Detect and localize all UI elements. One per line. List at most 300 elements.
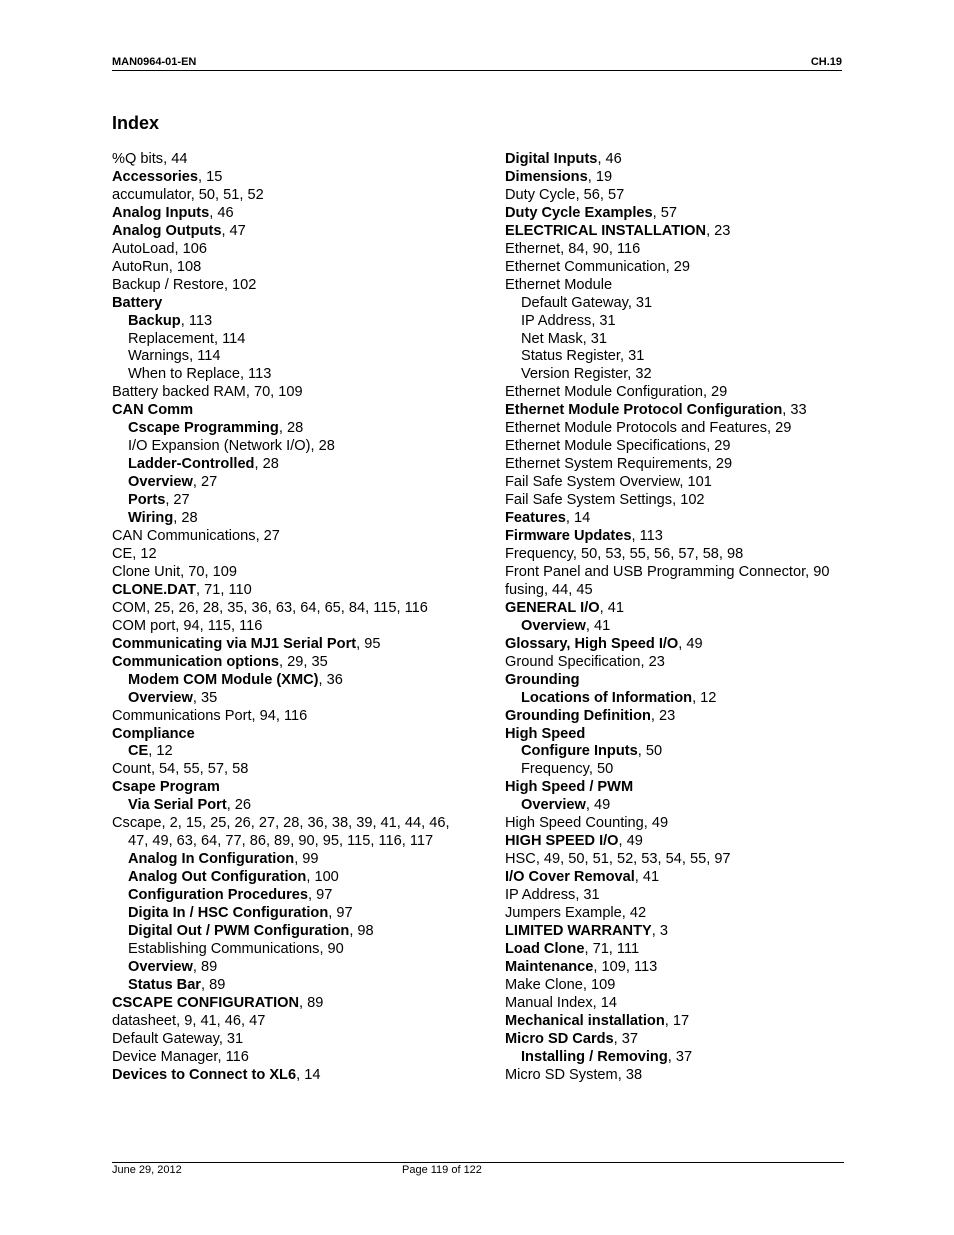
index-subentry <box>112 438 462 456</box>
index-pages: , 56, 57 <box>575 186 625 203</box>
index-term: Ethernet Communication <box>505 258 666 275</box>
index-pages: , 102 <box>672 492 705 509</box>
index-term: HIGH SPEED I/O <box>505 833 619 850</box>
index-term: COM <box>112 599 147 616</box>
index-term: High Speed / PWM <box>505 779 634 796</box>
index-entry <box>505 187 845 205</box>
index-term: Csape Program <box>112 779 220 796</box>
index-pages: , 32 <box>627 366 652 383</box>
index-pages: , 28 <box>254 456 279 473</box>
index-entry <box>505 1067 845 1085</box>
index-entry <box>112 1031 462 1049</box>
index-term: accumulator <box>112 186 191 203</box>
index-term: Digital Out / PWM Configuration <box>128 922 350 939</box>
index-entry <box>112 277 462 295</box>
index-pages: , 46 <box>597 151 622 167</box>
index-term: When to Replace <box>128 366 240 383</box>
index-entry <box>112 726 462 744</box>
index-entry <box>505 636 845 654</box>
index-term: Micro SD System <box>505 1066 618 1083</box>
index-pages: , 114 <box>214 330 246 347</box>
index-term: I/O Cover Removal <box>505 869 635 886</box>
index-pages: , 41 <box>585 617 611 634</box>
index-term: IP Address <box>521 312 592 329</box>
index-term: CE <box>112 545 133 562</box>
index-entry <box>505 277 845 295</box>
index-entry <box>112 295 462 313</box>
index-entry <box>505 995 845 1013</box>
index-pages: , 89 <box>299 994 324 1011</box>
index-term: Backup / Restore <box>112 276 224 293</box>
index-subentry <box>505 366 845 384</box>
index-term: Via Serial Port <box>128 797 227 814</box>
index-pages: , 27 <box>192 474 218 491</box>
index-entry <box>112 1013 462 1031</box>
index-entry <box>505 223 845 241</box>
index-term: LIMITED WARRANTY <box>505 922 652 939</box>
index-pages: , 46 <box>209 204 234 221</box>
index-pages: , 50 <box>588 761 614 778</box>
index-entry <box>112 600 462 618</box>
index-pages: , 49 <box>618 833 643 850</box>
index-pages: , 101 <box>679 474 712 491</box>
index-term: CSCAPE CONFIGURATION <box>112 994 300 1011</box>
index-term: Digita In / HSC Configuration <box>128 905 329 922</box>
index-pages: , 31 <box>575 887 600 904</box>
index-subentry <box>505 1049 845 1067</box>
index-entry <box>505 438 845 456</box>
index-term: Ethernet Module Protocols and Features <box>505 420 768 437</box>
index-pages: , 44 <box>163 151 188 167</box>
index-pages: , 17 <box>664 1012 690 1029</box>
index-subentry <box>112 690 462 708</box>
index-entry <box>505 420 845 438</box>
index-entry <box>505 815 845 833</box>
index-entry <box>505 151 845 169</box>
index-pages: , 71, 110 <box>196 581 252 598</box>
index-entry <box>505 384 845 402</box>
index-pages: , 102 <box>223 276 257 293</box>
index-pages: , 50, 53, 55, 56, 57, 58, 98 <box>572 545 744 562</box>
index-pages: , 113 <box>180 312 213 329</box>
index-subentry <box>505 348 845 366</box>
index-term: Clone Unit <box>112 563 181 580</box>
index-entry <box>505 833 845 851</box>
index-pages: , 23 <box>640 653 665 670</box>
index-pages: , 106 <box>174 240 207 257</box>
index-entry <box>505 977 845 995</box>
index-pages: , 31 <box>591 312 616 329</box>
index-pages: , 29 <box>665 258 690 275</box>
index-term: Ethernet Module Configuration <box>505 384 703 401</box>
header-chapter: CH.19 <box>810 56 842 68</box>
index-pages: , 23 <box>650 707 676 724</box>
index-term: Default Gateway <box>521 294 628 311</box>
index-term: CE <box>128 743 149 760</box>
index-entry <box>505 1013 845 1031</box>
index-pages: , 50, 51, 52 <box>190 186 264 203</box>
index-term: Status Bar <box>128 976 201 993</box>
index-entry <box>505 474 845 492</box>
index-pages: , 116 <box>217 1048 249 1065</box>
index-entry <box>505 402 845 420</box>
index-pages: , 31 <box>619 348 645 365</box>
index-entry <box>112 528 462 546</box>
index-subentry <box>112 869 462 887</box>
index-term: COM port <box>112 617 176 634</box>
index-pages: , 14 <box>592 994 617 1011</box>
index-term: Overview <box>128 958 193 975</box>
index-subentry <box>505 313 845 331</box>
index-entry <box>112 402 462 420</box>
index-term: Analog Out Configuration <box>128 869 307 886</box>
index-entry <box>505 528 845 546</box>
index-subentry <box>112 474 462 492</box>
index-pages: , 19 <box>587 168 613 185</box>
index-term: CLONE.DAT <box>112 581 197 598</box>
index-term: Backup <box>128 312 181 329</box>
index-term: Version Register <box>521 366 628 383</box>
index-pages: , 50 <box>637 743 663 760</box>
index-term: HSC <box>505 851 536 868</box>
index-term: Battery <box>112 294 163 311</box>
index-term: Micro SD Cards <box>505 1030 614 1047</box>
index-pages: , 33 <box>782 402 807 419</box>
footer-rule <box>112 1162 844 1163</box>
index-pages: , 90 <box>319 940 344 957</box>
index-pages: , 37 <box>667 1048 693 1065</box>
index-term: I/O Expansion (Network I/O) <box>128 438 311 455</box>
index-term: Battery backed RAM <box>112 384 246 401</box>
index-pages: , 23 <box>706 222 731 239</box>
index-subentry <box>112 851 462 869</box>
index-subentry <box>505 761 845 779</box>
index-entry <box>112 618 462 636</box>
index-column-right <box>505 151 845 1085</box>
index-term: Default Gateway <box>112 1030 219 1047</box>
index-entry <box>505 887 845 905</box>
index-term: Make Clone <box>505 976 583 993</box>
index-pages: , 14 <box>565 510 591 527</box>
index-term: Accessories <box>112 168 199 185</box>
index-term: Warnings <box>128 348 190 365</box>
index-term: Ethernet Module <box>505 276 613 293</box>
index-pages: , 113 <box>239 366 272 383</box>
index-entry <box>112 151 462 169</box>
index-subentry <box>112 797 462 815</box>
index-entry <box>112 636 462 654</box>
index-pages: , 12 <box>148 743 173 760</box>
index-entry <box>112 708 462 726</box>
index-term: fusing <box>505 581 544 598</box>
index-entry <box>505 546 845 564</box>
index-subentry <box>112 420 462 438</box>
index-entry <box>505 600 845 618</box>
index-pages: , 29 <box>702 384 728 401</box>
index-pages: , 25, 26, 28, 35, 36, 63, 64, 65, 84, 115, 116 <box>146 599 428 616</box>
index-term: Ladder-Controlled <box>128 456 255 473</box>
index-entry <box>112 241 462 259</box>
index-term: Establishing Communications <box>128 940 320 957</box>
index-term: Status Register <box>521 348 620 365</box>
index-term: Devices to Connect to XL6 <box>112 1066 297 1083</box>
index-entry <box>112 223 462 241</box>
index-term: Overview <box>521 797 586 814</box>
index-pages: , 95 <box>356 635 381 652</box>
index-entry <box>505 510 845 528</box>
index-entry <box>505 259 845 277</box>
index-term: %Q bits <box>112 151 164 167</box>
index-term: Configuration Procedures <box>128 887 309 904</box>
index-term: Analog Inputs <box>112 204 210 221</box>
index-term: Maintenance <box>505 958 594 975</box>
index-term: CAN Communications <box>112 528 256 545</box>
index-pages: , 70, 109 <box>245 384 303 401</box>
index-term: Grounding <box>505 671 580 688</box>
index-term: Cscape <box>112 815 162 832</box>
index-entry <box>505 1031 845 1049</box>
index-term: IP Address <box>505 887 576 904</box>
index-term: Fail Safe System Overview <box>505 474 680 491</box>
index-pages: , 27 <box>165 492 190 509</box>
index-pages: , 57 <box>652 204 677 221</box>
index-term: Glossary, High Speed I/O <box>505 635 679 652</box>
index-pages: , 29 <box>706 438 731 455</box>
index-entry <box>112 654 462 672</box>
index-term: Device Manager <box>112 1048 218 1065</box>
index-term: High Speed Counting <box>505 815 644 832</box>
index-entry <box>505 672 845 690</box>
index-subentry <box>505 331 845 349</box>
index-subentry <box>505 295 845 313</box>
index-pages: , 71, 111 <box>584 940 640 957</box>
index-subentry <box>505 743 845 761</box>
index-term: CAN Comm <box>112 402 194 419</box>
index-pages: , 97 <box>308 887 333 904</box>
index-term: Dimensions <box>505 168 588 185</box>
index-entry <box>112 761 462 779</box>
index-term: Overview <box>128 474 193 491</box>
index-entry <box>505 941 845 959</box>
index-entry <box>505 241 845 259</box>
index-entry <box>505 582 845 600</box>
index-subentry <box>505 797 845 815</box>
index-term: Fail Safe System Settings <box>505 492 673 509</box>
index-term: Overview <box>521 617 586 634</box>
index-entry <box>505 851 845 869</box>
index-pages: , 14 <box>296 1066 321 1083</box>
header-rule <box>112 70 842 71</box>
index-pages: , 113 <box>631 528 663 545</box>
index-term: Ethernet Module Protocol Configuration <box>505 402 783 419</box>
index-column-left <box>112 151 462 1085</box>
index-pages: , 99 <box>294 851 319 868</box>
index-subentry <box>112 313 462 331</box>
index-pages: , 94, 116 <box>251 707 308 724</box>
index-pages: , 2, 15, 25, 26, 27, 28, 36, 38, 39, 41, 44, 46, 47, 49, 63, 64, 77, 86, 89, 90, 95, 115, 116, 117 <box>128 815 450 850</box>
index-term: datasheet <box>112 1012 177 1029</box>
index-pages: , 28 <box>173 510 198 527</box>
index-term: Analog In Configuration <box>128 851 295 868</box>
index-entry <box>505 959 845 977</box>
index-term: Count <box>112 761 151 778</box>
index-subentry <box>112 331 462 349</box>
index-term: Front Panel and USB Programming Connector <box>505 563 806 580</box>
index-term: Overview <box>128 689 193 706</box>
index-entry <box>112 169 462 187</box>
index-entry <box>112 384 462 402</box>
index-pages: , 89 <box>192 958 218 975</box>
index-term: Duty Cycle Examples <box>505 204 653 221</box>
index-entry <box>505 654 845 672</box>
index-entry <box>112 564 462 582</box>
index-pages: , 37 <box>613 1030 639 1047</box>
index-subentry <box>112 366 462 384</box>
index-entry <box>112 779 462 797</box>
index-subentry <box>112 492 462 510</box>
index-term: AutoLoad <box>112 240 175 257</box>
index-entry <box>112 259 462 277</box>
index-subentry <box>112 923 462 941</box>
index-term: Load Clone <box>505 940 585 957</box>
index-pages: , 49, 50, 51, 52, 53, 54, 55, 97 <box>535 851 731 868</box>
index-term: Installing / Removing <box>521 1048 668 1065</box>
index-term: Features <box>505 510 566 527</box>
footer-date: June 29, 2012 <box>112 1164 182 1176</box>
index-term: High Speed <box>505 725 586 742</box>
index-term: Net Mask <box>521 330 583 347</box>
index-subentry <box>112 348 462 366</box>
index-entry <box>505 726 845 744</box>
index-subentry <box>505 618 845 636</box>
index-pages: , 31 <box>582 330 607 347</box>
index-pages: , 29 <box>707 456 733 473</box>
index-term: Communications Port <box>112 707 252 724</box>
index-term: Frequency <box>521 761 589 778</box>
index-entry <box>505 205 845 223</box>
index-pages: , 54, 55, 57, 58 <box>150 761 249 778</box>
index-term: Communication options <box>112 653 280 670</box>
index-term: Replacement <box>128 330 214 347</box>
index-term: Configure Inputs <box>521 743 638 760</box>
index-pages: , 108 <box>168 258 202 275</box>
index-term: Digital Inputs <box>505 151 598 167</box>
index-term: Wiring <box>128 510 174 527</box>
index-subentry <box>112 887 462 905</box>
index-pages: , 94, 115, 116 <box>175 617 263 634</box>
index-pages: , 12 <box>692 689 717 706</box>
index-subentry <box>112 905 462 923</box>
index-entry <box>505 779 845 797</box>
index-subentry <box>112 743 462 761</box>
index-term: Locations of Information <box>521 689 693 706</box>
page-title: Index <box>112 113 160 133</box>
index-pages: , 12 <box>132 545 157 562</box>
index-pages: , 70, 109 <box>180 563 237 580</box>
index-subentry <box>505 690 845 708</box>
index-entry <box>505 169 845 187</box>
index-term: Cscape Programming <box>128 420 279 437</box>
index-pages: , 84, 90, 116 <box>560 240 641 257</box>
index-pages: , 109, 113 <box>593 958 658 975</box>
index-pages: , 49 <box>643 815 669 832</box>
index-pages: , 36 <box>318 671 343 688</box>
index-pages: , 26 <box>226 797 252 814</box>
index-pages: , 15 <box>198 168 223 185</box>
index-term: Mechanical installation <box>505 1012 665 1029</box>
index-pages: , 29 <box>767 420 792 437</box>
index-subentry <box>112 672 462 690</box>
index-entry <box>505 923 845 941</box>
index-pages: , 89 <box>201 976 226 993</box>
index-term: Analog Outputs <box>112 222 222 239</box>
index-pages: , 44, 45 <box>543 581 593 598</box>
footer-page-number: Page 119 of 122 <box>402 1164 482 1176</box>
index-subentry <box>112 456 462 474</box>
index-entry <box>112 546 462 564</box>
index-term: ELECTRICAL INSTALLATION <box>505 222 707 239</box>
index-subentry <box>112 977 462 995</box>
header-doc-id: MAN0964-01-EN <box>112 56 197 68</box>
index-term: Frequency <box>505 545 573 562</box>
index-entry <box>112 995 462 1013</box>
index-pages: , 97 <box>328 905 353 922</box>
index-pages: , 100 <box>306 869 339 886</box>
index-entry <box>112 582 462 600</box>
index-entry <box>112 1067 462 1085</box>
index-entry <box>112 187 462 205</box>
index-term: Communicating via MJ1 Serial Port <box>112 635 357 652</box>
index-term: GENERAL I/O <box>505 599 600 616</box>
index-pages: , 109 <box>582 976 616 993</box>
index-pages: , 41 <box>599 599 624 616</box>
index-pages: , 29, 35 <box>279 653 328 670</box>
index-pages: , 28 <box>278 420 304 437</box>
index-subentry <box>112 941 462 959</box>
index-pages: , 47 <box>221 222 246 239</box>
index-entry <box>505 492 845 510</box>
index-pages: , 35 <box>192 689 218 706</box>
index-term: Ethernet <box>505 240 561 257</box>
index-pages: , 41 <box>634 869 660 886</box>
index-term: Modem COM Module (XMC) <box>128 671 319 688</box>
index-entry <box>112 1049 462 1067</box>
index-pages: , 114 <box>189 348 221 365</box>
index-pages: , 38 <box>617 1066 643 1083</box>
index-term: Ethernet Module Specifications <box>505 438 707 455</box>
index-pages: , 49 <box>678 635 703 652</box>
index-pages: , 9, 41, 46, 47 <box>176 1012 266 1029</box>
index-pages: , 42 <box>621 905 647 922</box>
index-pages: , 27 <box>255 528 280 545</box>
index-term: Ports <box>128 492 166 509</box>
index-entry <box>505 869 845 887</box>
index-term: AutoRun <box>112 258 169 275</box>
index-term: Grounding Definition <box>505 707 651 724</box>
index-entry <box>112 205 462 223</box>
index-entry <box>505 456 845 474</box>
index-pages: , 3 <box>651 922 668 939</box>
index-entry <box>505 564 845 582</box>
index-term: Compliance <box>112 725 195 742</box>
index-entry <box>505 905 845 923</box>
index-pages: , 31 <box>627 294 653 311</box>
index-pages: , 31 <box>218 1030 244 1047</box>
index-term: Firmware Updates <box>505 528 632 545</box>
index-subentry <box>112 510 462 528</box>
index-term: Ethernet System Requirements <box>505 456 708 473</box>
index-term: Ground Specification <box>505 653 641 670</box>
